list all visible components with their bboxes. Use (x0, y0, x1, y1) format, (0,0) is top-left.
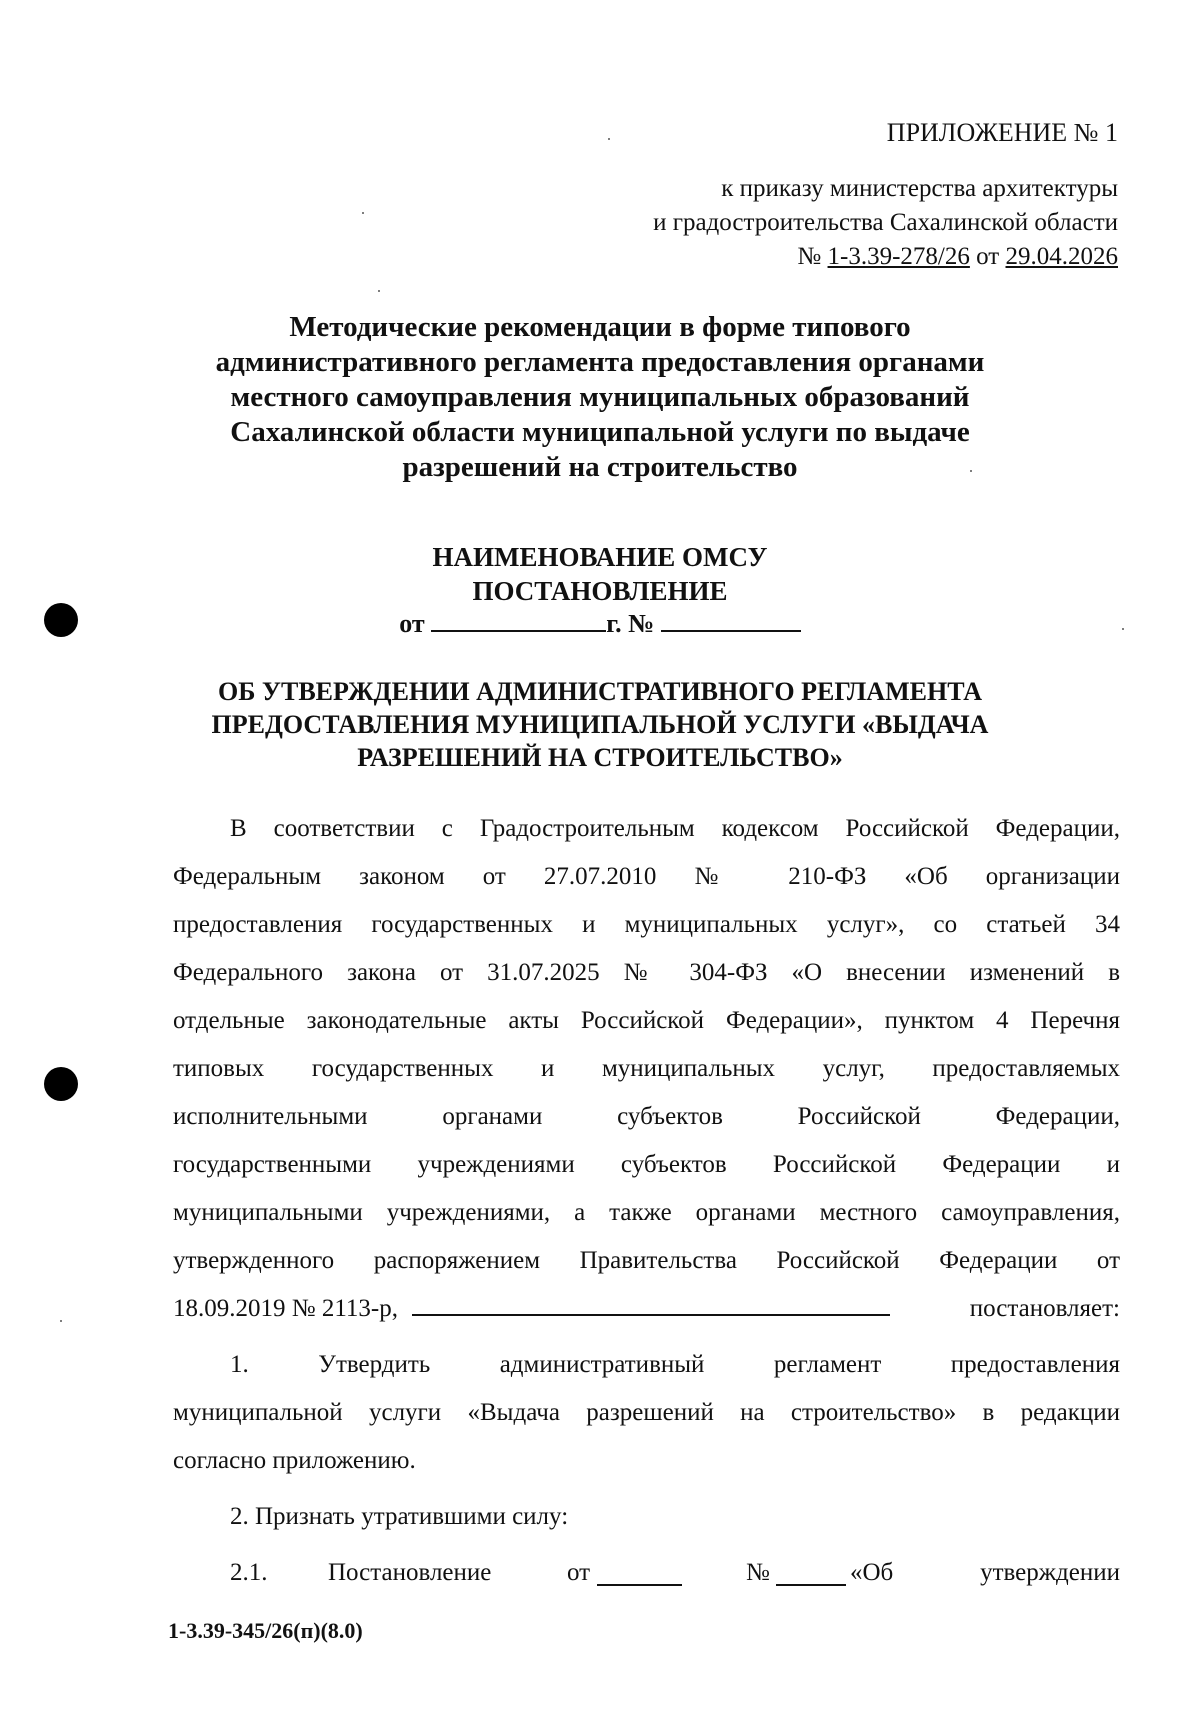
resolution-line (173, 1292, 1120, 1326)
item21-line (230, 1556, 1120, 1590)
resolution-end: постановляет: (969, 1295, 1120, 1322)
item21-num-sign: № (746, 1559, 770, 1586)
scan-speck (1122, 628, 1124, 630)
omsu-name: НАИМЕНОВАНИЕ ОМСУ (432, 542, 768, 572)
order-date: 29.04.2026 (1005, 243, 1118, 270)
item1-line: муниципальной услуги «Выдача разрешений на строительство» в редакции (173, 1399, 1120, 1426)
order-number-line (653, 240, 1118, 274)
decree-line: РАЗРЕШЕНИЙ НА СТРОИТЕЛЬСТВО» (357, 743, 843, 772)
item21-from: от (567, 1559, 591, 1586)
number-blank (661, 608, 801, 632)
organ-blank (412, 1292, 890, 1316)
body-line: государственными учреждениями субъектов Российской Федерации и (173, 1151, 1120, 1178)
title-line: Методические рекомендации в форме типового (289, 311, 911, 343)
item21-date-blank (597, 1562, 682, 1586)
item21-number-blank (776, 1562, 846, 1586)
scan-speck (608, 138, 610, 140)
order-number-prefix: № (797, 243, 822, 270)
resolution-start: 18.09.2019 № 2113-р, (173, 1295, 398, 1322)
punch-hole (44, 1067, 78, 1101)
body-line: предоставления государственных и муниципальных услуг», со статьей 34 (173, 911, 1120, 938)
order-line: к приказу министерства архитектуры (721, 175, 1118, 202)
order-date-prefix: от (976, 243, 1000, 270)
footer-code: 1-3.39-345/26(п)(8.0) (168, 1618, 363, 1643)
document-title (150, 310, 1050, 485)
item1-line: 1. Утвердить административный регламент предоставления (230, 1351, 1120, 1378)
from-label: от (399, 609, 425, 638)
body-line: утвержденного распоряжением Правительства Российской Федерации от (173, 1247, 1120, 1274)
appendix-label: ПРИЛОЖЕНИЕ № 1 (886, 118, 1118, 147)
item21-tail-a: «Об (850, 1559, 894, 1586)
doc-type: ПОСТАНОВЛЕНИЕ (472, 576, 728, 606)
title-line: разрешений на строительство (402, 451, 798, 483)
item21-number: 2.1. (230, 1559, 268, 1586)
body-line: отдельные законодательные акты Российской Федерации», пунктом 4 Перечня (173, 1007, 1120, 1034)
order-line: и градостроительства Сахалинской области (653, 209, 1118, 236)
body-line: муниципальными учреждениями, а также органами местного самоуправления, (173, 1199, 1120, 1226)
omsu-block (150, 540, 1050, 608)
item21-tail-b: утверждении (980, 1559, 1120, 1586)
body-line: В соответствии с Градостроительным кодексом Российской Федерации, (230, 815, 1120, 842)
title-line: местного самоуправления муниципальных образований (230, 381, 970, 413)
decree-line: ПРЕДОСТАВЛЕНИЯ МУНИЦИПАЛЬНОЙ УСЛУГИ «ВЫДАЧА (211, 710, 989, 739)
scan-speck (362, 212, 364, 214)
body-line: типовых государственных и муниципальных услуг, предоставляемых (173, 1055, 1120, 1082)
item1-line: согласно приложению. (173, 1447, 416, 1474)
punch-hole (44, 603, 78, 637)
body-line: Федерального закона от 31.07.2025 № 304-ФЗ «О внесении изменений в (173, 959, 1120, 986)
date-number-line (150, 608, 1050, 639)
scan-speck (60, 1320, 62, 1322)
date-blank (431, 608, 606, 632)
order-number: 1-3.39-278/26 (827, 243, 970, 270)
item21-word: Постановление (328, 1559, 492, 1586)
order-reference (653, 172, 1118, 274)
decree-title (150, 675, 1050, 774)
item2-line: 2. Признать утратившими силу: (230, 1503, 569, 1530)
decree-line: ОБ УТВЕРЖДЕНИИ АДМИНИСТРАТИВНОГО РЕГЛАМЕНТА (217, 677, 983, 706)
body-line: Федеральным законом от 27.07.2010 № 210-ФЗ «Об организации (173, 863, 1120, 890)
scan-speck (378, 290, 380, 292)
body-line: исполнительными органами субъектов Российской Федерации, (173, 1103, 1120, 1130)
title-line: Сахалинской области муниципальной услуги по выдаче (230, 416, 970, 448)
title-line: административного регламента предоставления органами (215, 346, 985, 378)
year-label: г. № (606, 609, 655, 638)
